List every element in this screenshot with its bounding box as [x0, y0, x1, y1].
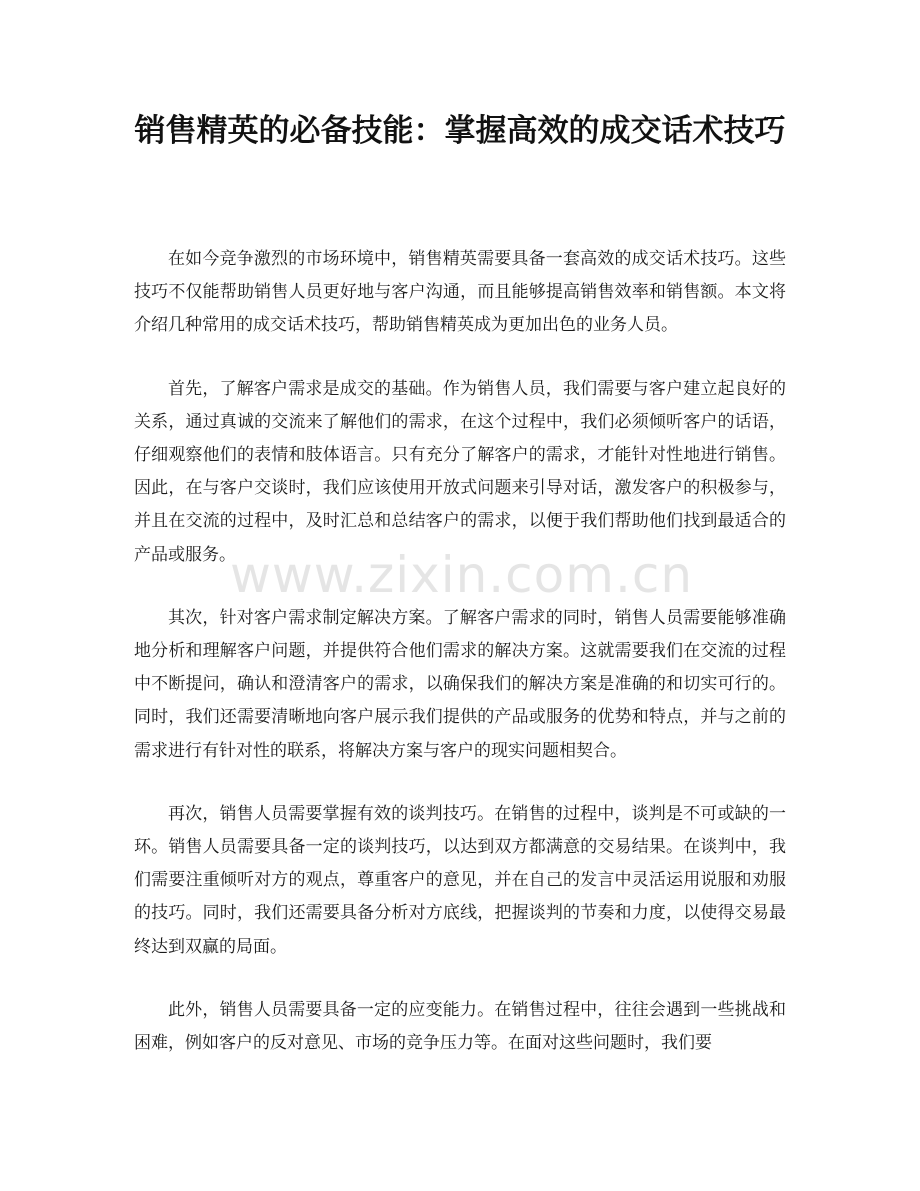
paragraph-adaptability: 此外，销售人员需要具备一定的应变能力。在销售过程中，往往会遇到一些挑战和困难，例如客户的反对意见、市场的竞争压力等。在面对这些问题时，我们要: [134, 999, 786, 1054]
watermark: www.zixin.com.cn: [230, 546, 694, 604]
document-title: 销售精英的必备技能：掌握高效的成交话术技巧: [134, 113, 786, 149]
paragraph-customer-needs: 首先，了解客户需求是成交的基础。作为销售人员，我们需要与客户建立起良好的关系，通过真诚的交流来了解他们的需求，在这个过程中，我们必须倾听客户的话语，仔细观察他们的表情和肢体语言。只有充分了解客户的需求，才能针对性地进行销售。因此，在与客户交谈时，我们应该使用开放式问题来引导对话，激发客户的积极参与，并且在交流的过程中，及时汇总和总结客户的需求，以便于我们帮助他们找到最适合的产品或服务。: [134, 378, 786, 565]
paragraph-negotiation: 再次，销售人员需要掌握有效的谈判技巧。在销售的过程中，谈判是不可或缺的一环。销售人员需要具备一定的谈判技巧，以达到双方都满意的交易结果。在谈判中，我们需要注重倾听对方的观点，尊重客户的意见，并在自己的发言中灵活运用说服和劝服的技巧。同时，我们还需要具备分析对方底线，把握谈判的节奏和力度，以使得交易最终达到双赢的局面。: [134, 803, 786, 957]
paragraph-intro: 在如今竞争激烈的市场环境中，销售精英需要具备一套高效的成交话术技巧。这些技巧不仅能帮助销售人员更好地与客户沟通，而且能够提高销售效率和销售额。本文将介绍几种常用的成交话术技巧，帮助销售精英成为更加出色的业务人员。: [134, 249, 786, 336]
document-body: [134, 243, 786, 1090]
paragraph-solutions: 其次，针对客户需求制定解决方案。了解客户需求的同时，销售人员需要能够准确地分析和理解客户问题，并提供符合他们需求的解决方案。这就需要我们在交流的过程中不断提问，确认和澄清客户的需求，以确保我们的解决方案是准确的和切实可行的。同时，我们还需要清晰地向客户展示我们提供的产品或服务的优势和特点，并与之前的需求进行有针对性的联系，将解决方案与客户的现实问题相契合。: [134, 607, 786, 761]
